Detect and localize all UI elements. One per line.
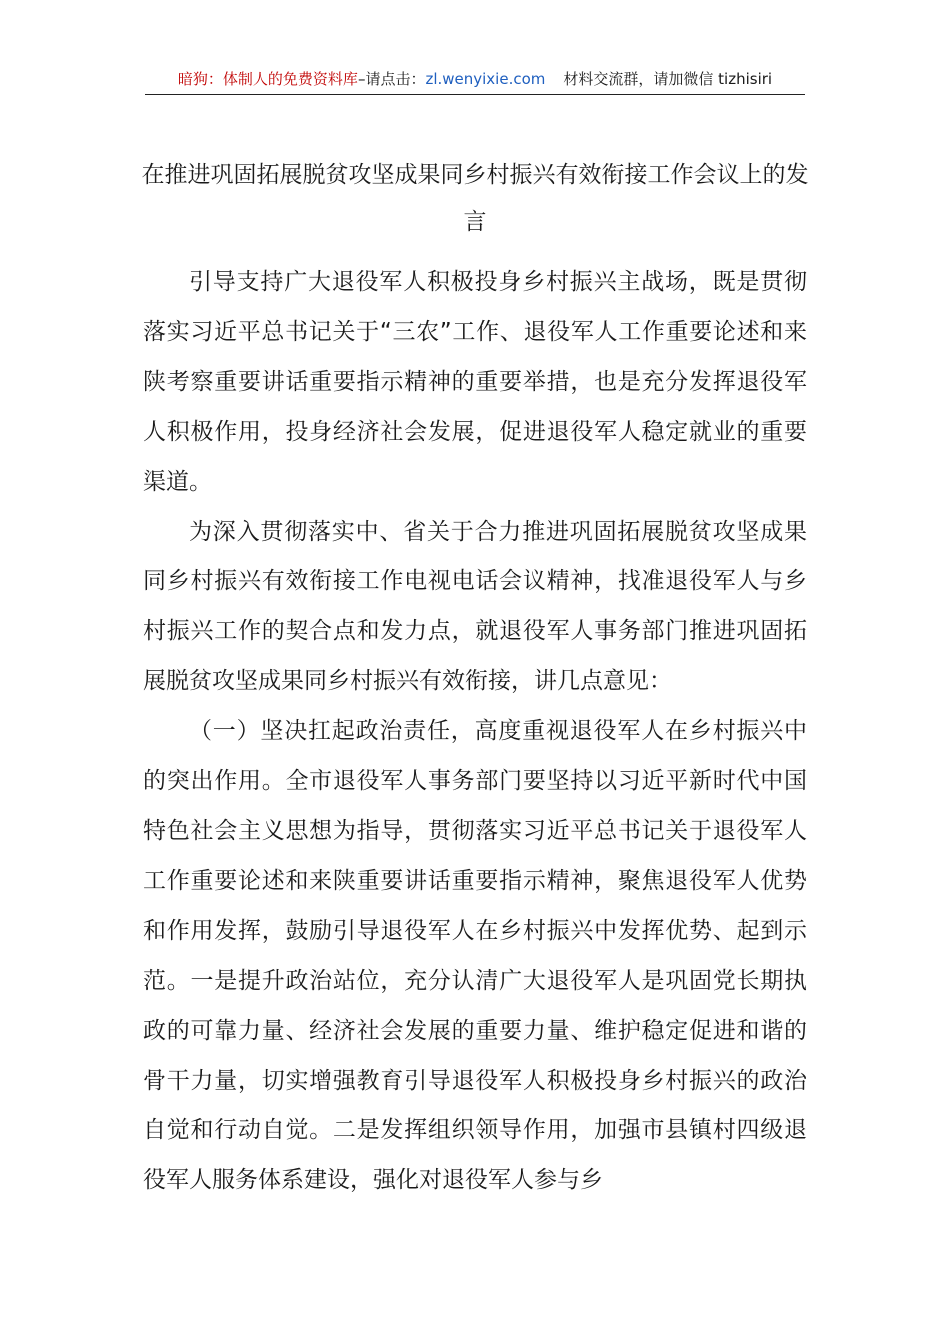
document-body	[143, 258, 807, 1206]
paragraph: 为深入贯彻落实中、省关于合力推进巩固拓展脱贫攻坚成果同乡村振兴有效衔接工作电视电话会议精神，找准退役军人与乡村振兴工作的契合点和发力点，就退役军人事务部门推进巩固拓展脱贫攻坚成果同乡村振兴有效衔接，讲几点意见：	[143, 518, 807, 695]
header-click-prefix: –请点击：	[357, 70, 426, 88]
header-wechat-text: 材料交流群，请加微信 tizhisiri	[563, 70, 773, 88]
paragraph: （一）坚决扛起政治责任，高度重视退役军人在乡村振兴中的突出作用。全市退役军人事务部门要坚持以习近平新时代中国特色社会主义思想为指导，贯彻落实习近平总书记关于退役军人工作重要论述和来陕重要讲话重要指示精神，聚焦退役军人优势和作用发挥，鼓励引导退役军人在乡村振兴中发挥优势、起到示范。一是提升政治站位，充分认清广大退役军人是巩固党长期执政的可靠力量、经济社会发展的重要力量、维护稳定促进和谐的骨干力量，切实增强教育引导退役军人积极投身乡村振兴的政治自觉和行动自觉。二是发挥组织领导作用，加强市县镇村四级退役军人服务体系建设，强化对退役军人参与乡	[143, 718, 807, 1194]
header-link[interactable]: zl.wenyixie.com	[425, 70, 546, 88]
paragraph: 引导支持广大退役军人积极投身乡村振兴主战场，既是贯彻落实习近平总书记关于“三农”工作、退役军人工作重要论述和来陕考察重要讲话重要指示精神的重要举措，也是充分发挥退役军人积极作用，投身经济社会发展，促进退役军人稳定就业的重要渠道。	[143, 269, 807, 495]
document-title: 在推进巩固拓展脱贫攻坚成果同乡村振兴有效衔接工作会议上的发言	[141, 162, 809, 235]
header-promo-text: 暗狗：体制人的免费资料库	[177, 70, 358, 88]
page-header	[145, 68, 805, 95]
